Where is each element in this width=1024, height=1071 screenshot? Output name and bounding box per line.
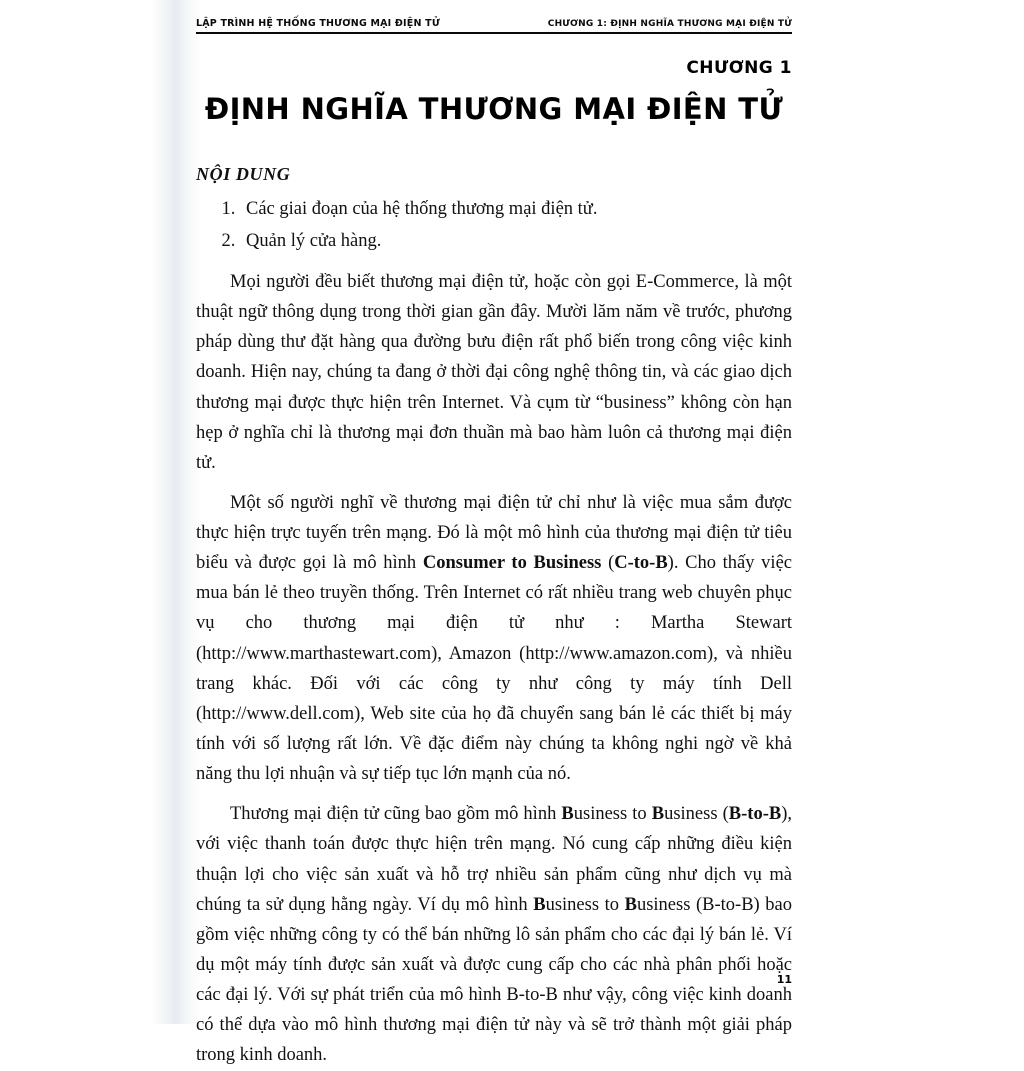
chapter-label: CHƯƠNG 1 bbox=[686, 58, 792, 78]
chapter-title: ĐỊNH NGHĨA THƯƠNG MẠI ĐIỆN TỬ bbox=[204, 92, 784, 126]
paragraph-2 bbox=[196, 488, 792, 789]
paragraph-1: Mọi người đều biết thương mại điện tử, hoặc còn gọi E-Commerce, là một thuật ngữ thông dụng trong thời gian gần đây. Mười lăm năm về trước, phương pháp dùng thư đặt hàng qua đường bưu điện rất phổ biến trong công việc kinh doanh. Hiện nay, chúng ta đang ở thời đại công nghệ thông tin, và các giao dịch thương mại được thực hiện trên Internet. Và cụm từ “business” không còn hạn hẹp ở nghĩa chỉ là thương mại đơn thuần mà bao hàm luôn cả thương mại điện tử. bbox=[196, 271, 792, 473]
contents-list bbox=[196, 195, 792, 257]
section-heading: NỘI DUNG bbox=[196, 164, 291, 184]
term-b-initial-2: B bbox=[651, 804, 665, 825]
paragraph-3-part-a6: usiness (B-to-B) bao gồm việc những công ty có thể bán những lô sản phẩm cho các đại lý bán lẻ. Ví dụ một máy tính được sản xuất và được cung cấp cho các nhà phân phối hoặc các đại lý. Với sự phát triển của mô hình B-to-B như vậy, công việc kinh doanh có thể dựa vào mô hình thương mại điện tử này và sẽ trở thành một giải pháp trong kinh doanh. bbox=[196, 894, 793, 1066]
paragraph-2-part-a: Một số người nghĩ về thương mại điện tử chỉ như là việc mua sắm được thực hiện trực tuyến trên mạng. Đó là một mô hình của thương mại điện tử tiêu biểu và được gọi là mô hình bbox=[196, 492, 792, 574]
paragraph-2-part-d: ). Cho thấy việc mua bán lẻ theo truyền thống. Trên Internet có rất nhiều trang web chuyên phục vụ cho thương mại điện tử như : Martha Stewart (http://www.marthastewart.com), Amazon (http://www.amazon.com), và nhiều trang khác. Đối với các công ty như công ty máy tính Dell (http://www.dell.com), Web site của họ đã chuyển sang bán lẻ các thiết bị máy tính với số lượng rất lớn. Về đặc điểm này chúng ta không nghi ngờ về khả năng thu lợi nhuận và sự tiếp tục lớn mạnh của nó. bbox=[196, 553, 792, 785]
running-header-left: LẬP TRÌNH HỆ THỐNG THƯƠNG MẠI ĐIỆN TỬ bbox=[196, 18, 440, 29]
running-header-right: CHƯƠNG 1: ĐỊNH NGHĨA THƯƠNG MẠI ĐIỆN TỬ bbox=[547, 19, 792, 29]
running-header bbox=[196, 18, 792, 34]
paragraph-2-part-c: ( bbox=[601, 553, 615, 574]
paragraph-3 bbox=[196, 799, 792, 1070]
list-item: 2. Quản lý cửa hàng. bbox=[240, 227, 792, 257]
paragraph-3-part-a3: usiness ( bbox=[664, 804, 729, 825]
term-c-to-b: C-to-B bbox=[614, 553, 668, 574]
term-b-to-b: B-to-B bbox=[728, 804, 782, 825]
term-b-initial-4: B bbox=[624, 894, 637, 915]
term-b-initial-3: B bbox=[533, 894, 546, 915]
paragraph-3-part-a5: usiness to bbox=[545, 894, 625, 915]
term-consumer-to-business: Consumer to Business bbox=[422, 553, 602, 574]
paragraph-3-part-a2: usiness to bbox=[573, 804, 652, 825]
paragraph-3-part-a4: ), với việc thanh toán được thực hiện trên mạng. Nó cung cấp những điều kiện thuận lợi cho việc sản xuất và hỗ trợ nhiều sản phẩm cũng như dịch vụ mà chúng ta sử dụng hằng ngày. Ví dụ mô hình bbox=[196, 804, 792, 915]
page-number: 11 bbox=[776, 973, 792, 986]
page-content bbox=[196, 18, 792, 1071]
term-b-initial-1: B bbox=[561, 804, 574, 825]
list-item: 1. Các giai đoạn của hệ thống thương mại điện tử. bbox=[240, 195, 792, 225]
paragraph-3-part-a: Thương mại điện tử cũng bao gồm mô hình bbox=[230, 804, 562, 825]
